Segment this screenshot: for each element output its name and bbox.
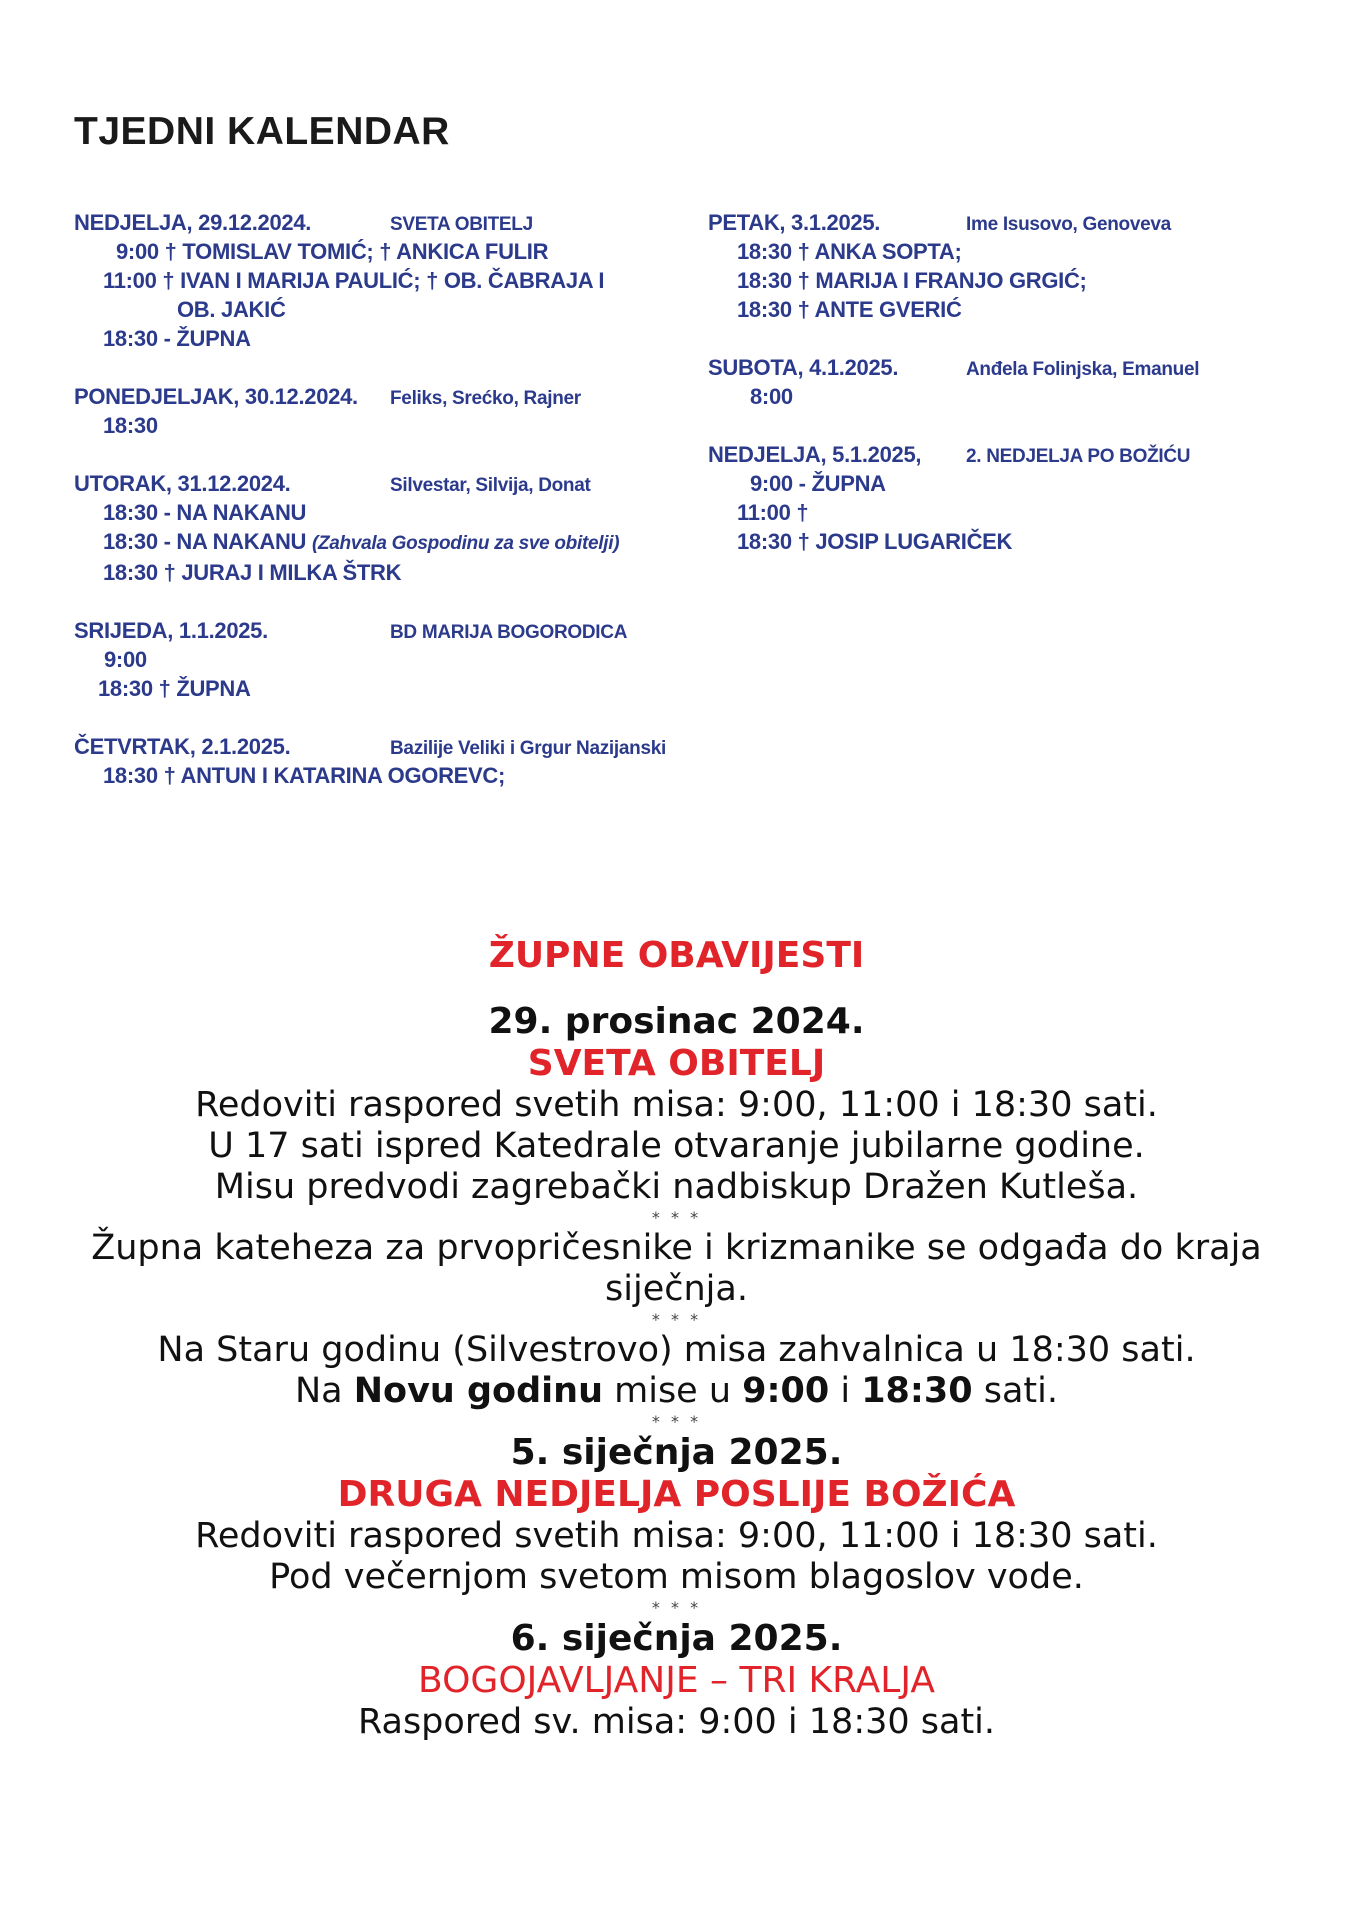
mass-entry xyxy=(74,527,694,558)
mass-entry: 9:00 xyxy=(104,647,147,672)
mass-entry: 11:00 † xyxy=(737,500,809,525)
mass-entry-note: (Zahvala Gospodinu za sve obitelji) xyxy=(311,533,620,554)
day-feast: 2. NEDJELJA PO BOŽIĆU xyxy=(966,446,1191,467)
calendar-day xyxy=(708,353,1328,411)
calendar-day xyxy=(708,208,1328,324)
day-feast: Feliks, Srećko, Rajner xyxy=(390,388,581,409)
notice-line: Redoviti raspored svetih misa: 9:00, 11:00 i 18:30 sati. xyxy=(195,1516,1158,1556)
mass-entry: 18:30 † JURAJ I MILKA ŠTRK xyxy=(103,560,402,585)
notice-line: Raspored sv. misa: 9:00 i 18:30 sati. xyxy=(357,1702,996,1742)
separator: * * * xyxy=(651,1598,702,1617)
day-feast: Silvestar, Silvija, Donat xyxy=(390,475,591,496)
notice-line: U 17 sati ispred Katedrale otvaranje jubilarne godine. xyxy=(208,1126,1145,1166)
notice-bold: 18:30 xyxy=(861,1371,973,1411)
day-date: PETAK, 3.1.2025. xyxy=(708,210,881,235)
mass-entry: 18:30 † ANTUN I KATARINA OGOREVC; xyxy=(103,763,506,788)
mass-entry: 18:30 xyxy=(103,413,158,438)
separator: * * * xyxy=(651,1208,702,1227)
notice-line: Pod večernjom svetom misom blagoslov vode. xyxy=(269,1557,1084,1597)
day-feast: Bazilije Veliki i Grgur Nazijanski xyxy=(390,738,666,759)
calendar-day xyxy=(74,469,694,587)
mass-entry: 8:00 xyxy=(750,384,793,409)
notices-title: ŽUPNE OBAVIJESTI xyxy=(488,935,865,976)
calendar-day xyxy=(74,208,694,353)
mass-entry: 18:30 - NA NAKANU xyxy=(103,500,307,525)
day-feast: Anđela Folinjska, Emanuel xyxy=(966,359,1200,380)
mass-entry: 9:00 † TOMISLAV TOMIĆ; † ANKICA FULIR xyxy=(116,239,549,264)
mass-entry: 11:00 † IVAN I MARIJA PAULIĆ; † OB. ČABRAJA I xyxy=(103,268,605,293)
mass-entry: 18:30 - ŽUPNA xyxy=(103,326,251,351)
notice-line-mixed xyxy=(60,1371,1293,1412)
mass-entry: 18:30 † ANTE GVERIĆ xyxy=(737,297,962,322)
notice-date: 6. siječnja 2025. xyxy=(510,1618,843,1659)
notice-feast: DRUGA NEDJELJA POSLIJE BOŽIĆA xyxy=(337,1474,1016,1515)
day-date: NEDJELJA, 29.12.2024. xyxy=(74,210,312,235)
day-date: PONEDJELJAK, 30.12.2024. xyxy=(74,384,358,409)
mass-entry-text: 18:30 - NA NAKANU xyxy=(103,529,307,554)
mass-entry: 18:30 † ANKA SOPTA; xyxy=(737,239,962,264)
calendar-day xyxy=(74,616,694,703)
notice-text: sati. xyxy=(972,1371,1059,1411)
notice-line: Na Staru godinu (Silvestrovo) misa zahvalnica u 18:30 sati. xyxy=(157,1330,1196,1370)
day-date: NEDJELJA, 5.1.2025, xyxy=(708,442,922,467)
mass-entry: 9:00 - ŽUPNA xyxy=(750,471,886,496)
day-date: SRIJEDA, 1.1.2025. xyxy=(74,618,268,643)
separator: * * * xyxy=(651,1310,702,1329)
notice-bold: Novu godinu xyxy=(353,1371,603,1411)
separator: * * * xyxy=(651,1412,702,1431)
day-feast: SVETA OBITELJ xyxy=(390,214,533,235)
notice-text: mise u xyxy=(603,1371,743,1411)
day-date: UTORAK, 31.12.2024. xyxy=(74,471,291,496)
notice-feast: SVETA OBITELJ xyxy=(527,1043,826,1084)
parish-notices xyxy=(60,935,1293,1743)
day-feast: Ime Isusovo, Genoveva xyxy=(966,214,1171,235)
notice-line: Redoviti raspored svetih misa: 9:00, 11:00 i 18:30 sati. xyxy=(195,1085,1158,1125)
calendar-left-column xyxy=(74,208,694,819)
mass-entry: OB. JAKIĆ xyxy=(177,297,286,322)
calendar-day xyxy=(708,440,1328,556)
day-date: SUBOTA, 4.1.2025. xyxy=(708,355,899,380)
day-date: ČETVRTAK, 2.1.2025. xyxy=(74,734,291,759)
notice-line: siječnja. xyxy=(605,1269,748,1309)
mass-entry: 18:30 † MARIJA I FRANJO GRGIĆ; xyxy=(737,268,1087,293)
page-title: TJEDNI KALENDAR xyxy=(74,110,450,153)
notice-feast: BOGOJAVLJANJE – TRI KRALJA xyxy=(418,1660,935,1701)
mass-entry: 18:30 † JOSIP LUGARIČEK xyxy=(737,529,1013,554)
notice-line: Župna kateheza za prvopričesnike i krizmanike se odgađa do kraja xyxy=(91,1228,1262,1268)
day-feast: BD MARIJA BOGORODICA xyxy=(390,622,628,643)
notice-text: i xyxy=(829,1371,862,1411)
notice-line: Misu predvodi zagrebački nadbiskup Dražen Kutleša. xyxy=(214,1167,1139,1207)
notice-text: Na xyxy=(294,1371,354,1411)
calendar-right-column xyxy=(708,208,1328,585)
calendar-day xyxy=(74,732,694,790)
notice-bold: 9:00 xyxy=(742,1371,830,1411)
mass-entry: 18:30 † ŽUPNA xyxy=(98,676,251,701)
notice-date: 5. siječnja 2025. xyxy=(510,1432,843,1473)
calendar-day xyxy=(74,382,694,440)
notice-date: 29. prosinac 2024. xyxy=(488,1001,865,1042)
